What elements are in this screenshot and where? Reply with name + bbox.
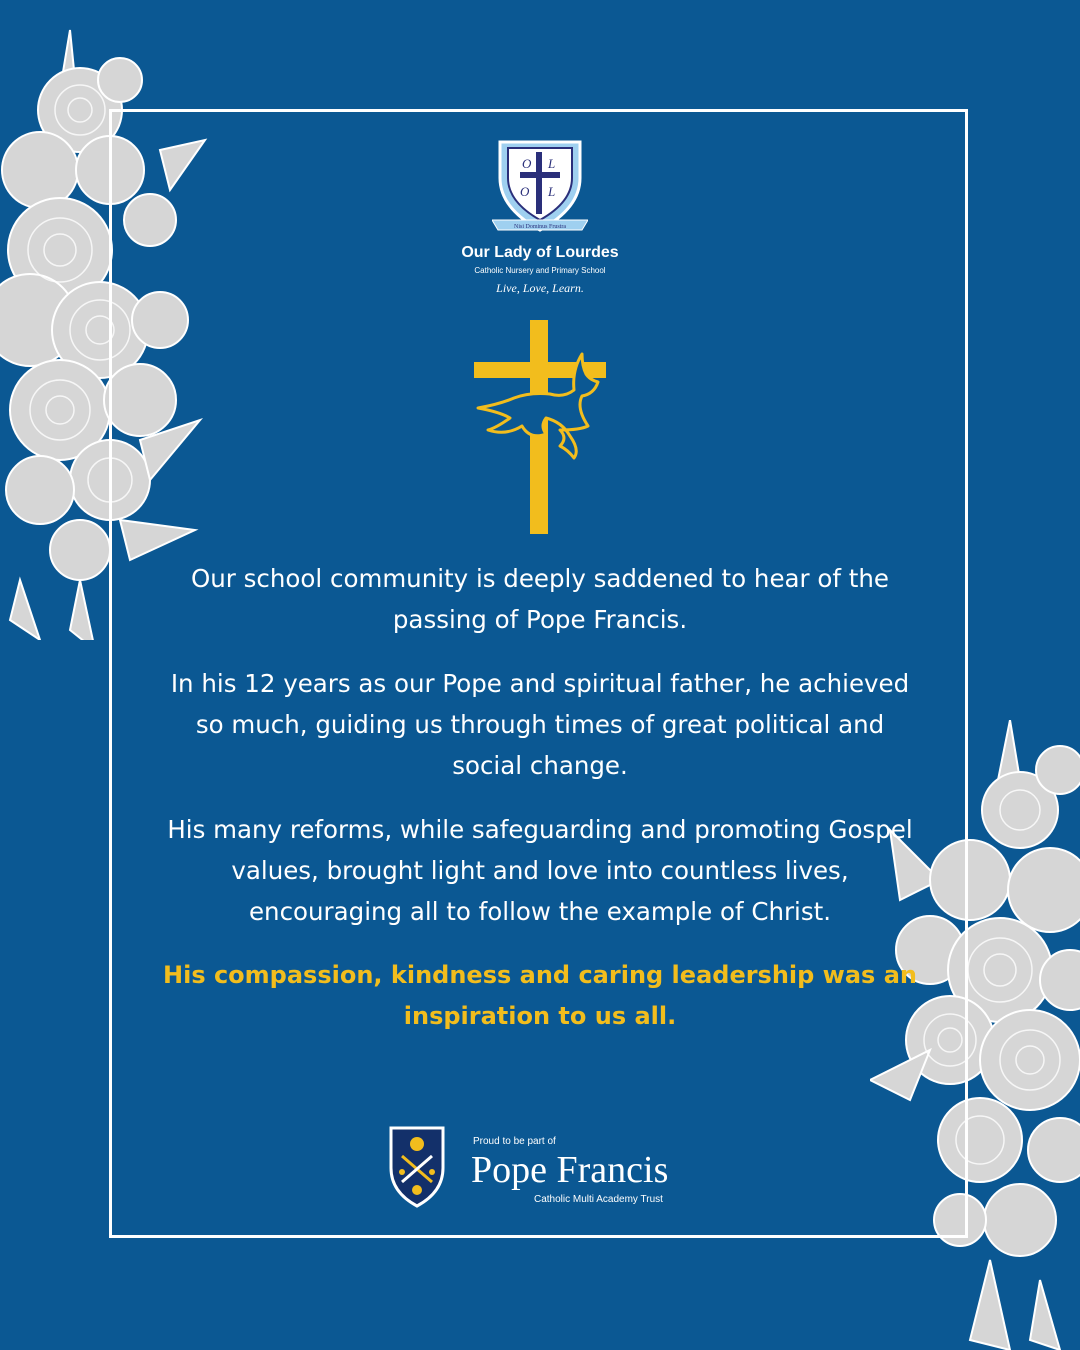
trust-proud-text: Proud to be part of [473, 1136, 556, 1147]
message-highlight: His compassion, kindness and caring leadership was an inspiration to us all. [163, 961, 917, 1030]
crest-letter-1: O [522, 156, 532, 171]
message-paragraph-1: Our school community is deeply saddened to hear of the passing of Pope Francis. [190, 564, 890, 634]
message-paragraph-3: His many reforms, while safeguarding and promoting Gospel values, brought light and love into countless lives, encouraging all to follow the example of Christ. [167, 815, 913, 926]
crest-letter-4: L [548, 184, 556, 199]
crest-motto: Nisi Dominus Frustra [513, 224, 567, 230]
school-crest-icon [492, 138, 588, 238]
school-tagline: Live, Love, Learn. [496, 281, 584, 295]
trust-subtitle: Catholic Multi Academy Trust [534, 1194, 663, 1205]
trust-logo [384, 1120, 704, 1220]
cross-dove-icon [470, 318, 610, 538]
crest-letter-3: O [520, 184, 530, 199]
trust-shield-icon [388, 1124, 446, 1210]
trust-name: Pope Francis [471, 1149, 669, 1191]
school-subtitle: Catholic Nursery and Primary School [474, 266, 606, 275]
crest-letter-2: L [548, 156, 556, 171]
school-name: Our Lady of Lourdes [461, 244, 619, 261]
tribute-message [160, 558, 920, 1060]
message-paragraph-2: In his 12 years as our Pope and spiritual father, he achieved so much, guiding us through times of great political and social change. [170, 669, 910, 780]
